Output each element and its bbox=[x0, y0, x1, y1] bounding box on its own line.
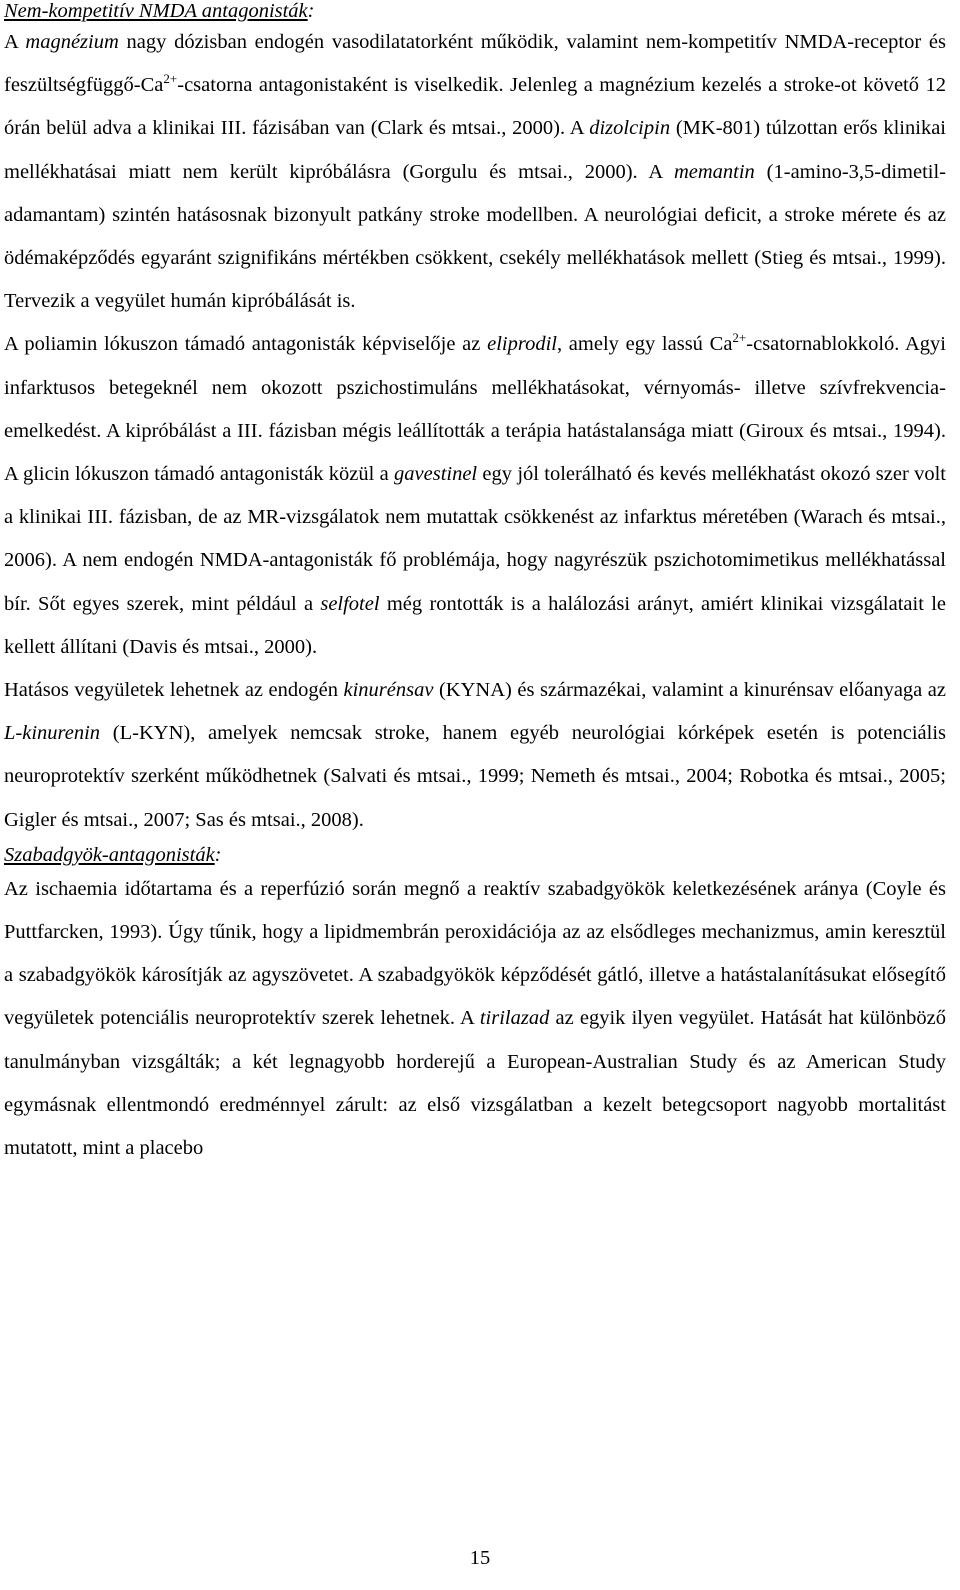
paragraph-ischaemia bbox=[4, 868, 946, 1170]
text-run: -csatornablokkoló. Agyi infarktusos betegeknél nem okozott pszichostimuláns mellékhatásokat, vérnyomás- illetve szívfrekvencia-emelkedést. A kipróbálást a III. fázisban mégis leállították a terápia hatástalansága miatt (Giroux és mtsai., 1994). A glicin lókuszon támadó antagonisták közül a bbox=[4, 333, 946, 486]
drug-name-italic: selfotel bbox=[320, 592, 380, 615]
text-run: (L-KYN), amelyek nemcsak stroke, hanem egyéb neurológiai kórképek esetén is potenciális neuroprotektív szerként működhetnek (Salvati és mtsai., 1999; Nemeth és mtsai., 2004; Robotka és mtsai., 2005; Gigler és mtsai., 2007; Sas és mtsai., 2008). bbox=[4, 722, 946, 831]
text-run: (KYNA) és származékai, valamint a kinurénsav előanyaga az bbox=[433, 679, 946, 702]
section-heading-szabadgyok bbox=[4, 842, 946, 868]
text-run: A poliamin lókuszon támadó antagonisták képviselője az bbox=[4, 333, 488, 356]
drug-name-italic: L-kinurenin bbox=[4, 722, 101, 745]
section-heading-szabadgyok-text: Szabadgyök-antagonisták bbox=[4, 843, 215, 866]
text-run: Hatásos vegyületek lehetnek az endogén bbox=[4, 679, 344, 702]
text-run: , amely egy lassú Ca bbox=[556, 333, 733, 356]
paragraph-kinurensav bbox=[4, 669, 946, 842]
text-run: (MK-801) túlzottan erős klinikai mellékhatásai miatt nem került kipróbálásra (Gorgulu és mtsai., 2000). A bbox=[4, 117, 946, 183]
paragraph-magnezium bbox=[4, 21, 946, 323]
section-heading-nmda bbox=[4, 0, 946, 22]
text-run: nagy dózisban endogén vasodilatatorként működik, valamint nem-kompetitív NMDA-receptor és feszültségfüggő-Ca bbox=[4, 31, 946, 97]
drug-name-italic: tirilazad bbox=[479, 1007, 550, 1030]
text-run: -csatorna antagonistaként is viselkedik. Jelenleg a magnézium kezelés a stroke-ot követő 12 órán belül adva a klinikai III. fázisában van (Clark és mtsai., 2000). A bbox=[4, 74, 946, 140]
drug-name-italic: magnézium bbox=[25, 31, 119, 53]
superscript: 2+ bbox=[732, 330, 747, 346]
heading-colon: : bbox=[214, 843, 222, 866]
heading-colon: : bbox=[307, 0, 315, 22]
text-run: (1-amino-3,5-dimetil-adamantam) szintén hatásosnak bizonyult patkány stroke modellben. A neurológiai deficit, a stroke mérete és az ödémaképződés egyaránt szignifikáns mértékben csökkent, csekély mellékhatások mellett (Stieg és mtsai., 1999). Tervezik a vegyület humán kipróbálását is. bbox=[4, 160, 947, 313]
section-heading-nmda-text: Nem-kompetitív NMDA antagonisták bbox=[4, 0, 308, 22]
text-run: még rontották is a halálozási arányt, amiért klinikai vizsgálatait le kellett állítani (Davis és mtsai., 2000). bbox=[4, 592, 946, 658]
superscript: 2+ bbox=[163, 71, 178, 87]
drug-name-italic: gavestinel bbox=[394, 463, 478, 486]
text-run: az egyik ilyen vegyület. Hatását hat különböző tanulmányban vizsgálták; a két legnagyobb horderejű a European-Australian Study és az American Study egymásnak ellentmondó eredménnyel zárult: az első vizsgálatban a kezelt betegcsoport nagyobb mortalitást mutatott, mint a placebo bbox=[4, 1007, 946, 1160]
text-run: Az ischaemia időtartama és a reperfúzió során megnő a reaktív szabadgyökök keletkezésének aránya (Coyle és Puttfarcken, 1993). Úgy tűnik, hogy a lipidmembrán peroxidációja az az elsődleges mechanizmus, amin keresztül a szabadgyökök károsítják az agyszövetet. A szabadgyökök képződését gátló, illetve a hatástalanításukat elősegítő vegyületek potenciális neuroprotektív szerek lehetnek. A bbox=[4, 877, 946, 1030]
paragraph-poliamin bbox=[4, 323, 946, 669]
drug-name-italic: memantin bbox=[673, 160, 755, 183]
drug-name-italic: kinurénsav bbox=[343, 679, 434, 702]
drug-name-italic: dizolcipin bbox=[589, 117, 671, 140]
text-run: egy jól tolerálható és kevés mellékhatást okozó szer volt a klinikai III. fázisban, de az MR-vizsgálatok nem mutattak csökkenést az infarktus méretében (Warach és mtsai., 2006). A nem endogén NMDA-antagonisták fő problémája, hogy nagyrészük pszichotomimetikus mellékhatással bír. Sőt egyes szerek, mint például a bbox=[4, 463, 946, 615]
text-run: A bbox=[4, 31, 26, 53]
drug-name-italic: eliprodil bbox=[487, 333, 557, 356]
document-page bbox=[4, 0, 946, 1170]
page-number: 15 bbox=[469, 1547, 491, 1569]
